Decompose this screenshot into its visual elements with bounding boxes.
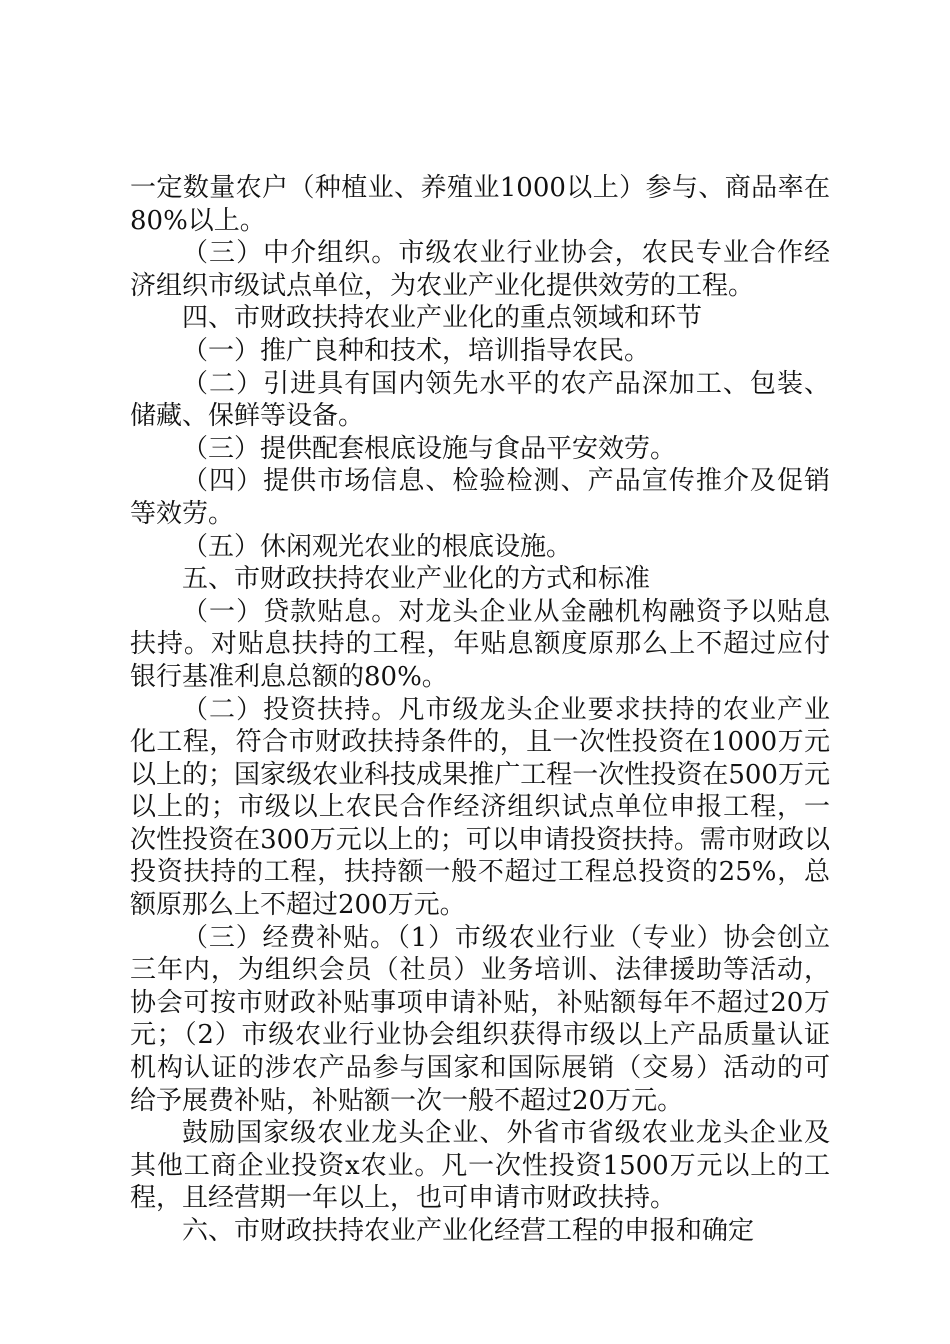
- section-heading: 四、市财政扶持农业产业化的重点领域和环节: [182, 303, 703, 334]
- paragraph: 一定数量农户（种植业、养殖业1000以上）参与、商品率在80%以上。: [130, 173, 830, 236]
- section-heading: 五、市财政扶持农业产业化的方式和标准: [182, 564, 651, 595]
- paragraph: （一）推广良种和技术，培训指导农民。: [182, 335, 651, 366]
- paragraph: （五）休闲观光农业的根底设施。: [182, 531, 573, 562]
- paragraph: （四）提供市场信息、检验检测、产品宣传推介及促销等效劳。: [130, 466, 830, 529]
- paragraph: （一）贷款贴息。对龙头企业从金融机构融资予以贴息扶持。对贴息扶持的工程，年贴息额度原那么上不超过应付银行基准利息总额的80%。: [130, 596, 830, 692]
- paragraph: （二）投资扶持。凡市级龙头企业要求扶持的农业产业化工程，符合市财政扶持条件的，且一次性投资在1000万元以上的；国家级农业科技成果推广工程一次性投资在500万元以上的；市级以上农民合作经济组织试点单位申报工程，一次性投资在300万元以上的；可以申请投资扶持。需市财政以投资扶持的工程，扶持额一般不超过工程总投资的25%，总额原那么上不超过200万元。: [130, 694, 830, 921]
- paragraph: 鼓励国家级农业龙头企业、外省市省级农业龙头企业及其他工商企业投资x农业。凡一次性投资1500万元以上的工程，且经营期一年以上，也可申请市财政扶持。: [130, 1118, 830, 1214]
- document-body: [130, 172, 830, 1248]
- paragraph: （三）中介组织。市级农业行业协会，农民专业合作经济组织市级试点单位，为农业产业化提供效劳的工程。: [130, 238, 830, 301]
- section-heading: 六、市财政扶持农业产业化经营工程的申报和确定: [182, 1216, 755, 1246]
- paragraph: （三）经费补贴。（1）市级农业行业（专业）协会创立三年内，为组织会员（社员）业务培训、法律援助等活动，协会可按市财政补贴事项申请补贴，补贴额每年不超过20万元；（2）市级农业行业协会组织获得市级以上产品质量认证机构认证的涉农产品参与国家和国际展销（交易）活动的可给予展费补贴，补贴额一次一般不超过20万元。: [130, 922, 830, 1116]
- paragraph: （三）提供配套根底设施与食品平安效劳。: [182, 433, 677, 464]
- paragraph: （二）引进具有国内领先水平的农产品深加工、包装、储藏、保鲜等设备。: [130, 368, 830, 432]
